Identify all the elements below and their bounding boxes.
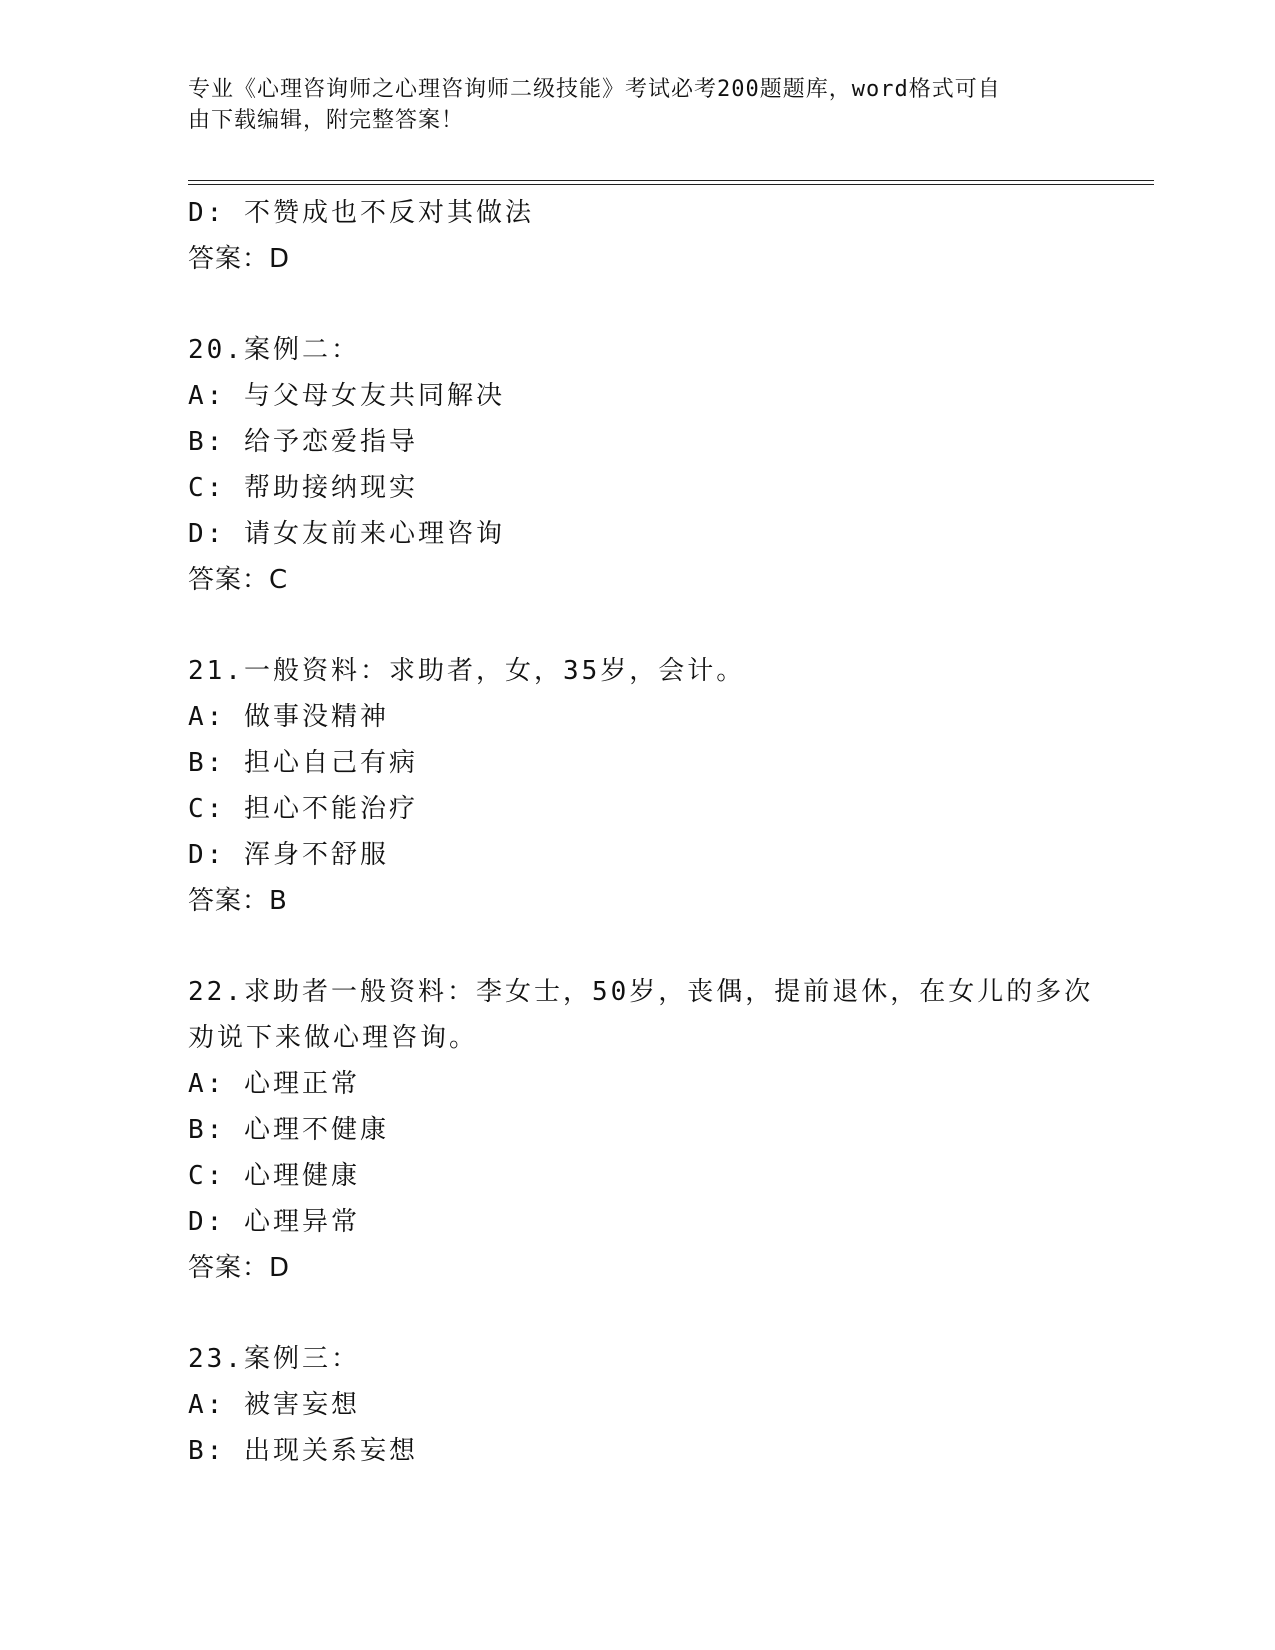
document-header [188,74,1068,136]
option-c: C: 担心不能治疗 [188,794,418,824]
answer: 答案：D [188,1253,291,1283]
option-b: B: 出现关系妄想 [188,1436,418,1466]
header-line-1: 专业《心理咨询师之心理咨询师二级技能》考试必考200题题库，word格式可自 [188,77,1001,102]
question-list [188,190,1108,1474]
answer: 答案：D [188,244,291,274]
option-a: A: 做事没精神 [188,702,389,732]
header-line-2: 由下载编辑，附完整答案！ [188,108,465,133]
question-stem-line-1: 22.求助者一般资料：李女士，50岁，丧偶，提前退休，在女儿的多次 [188,977,1094,1007]
option-a: A: 心理正常 [188,1069,360,1099]
option-b: B: 担心自己有病 [188,748,418,778]
question-stem: 21.一般资料：求助者，女，35岁，会计。 [188,656,746,686]
option-c: C: 帮助接纳现实 [188,473,418,503]
option-d: D: 请女友前来心理咨询 [188,519,505,549]
option-d: D: 心理异常 [188,1207,360,1237]
question-stem: 23.案例三： [188,1344,360,1374]
option-c: C: 心理健康 [188,1161,360,1191]
answer: 答案：B [188,886,288,916]
option-a: A: 与父母女友共同解决 [188,381,505,411]
header-divider [188,180,1154,185]
option-d: D: 不赞成也不反对其做法 [188,198,534,228]
question-stem-line-2: 劝说下来做心理咨询。 [188,1023,479,1053]
option-b: B: 给予恋爱指导 [188,427,418,457]
option-d: D: 浑身不舒服 [188,840,389,870]
answer: 答案：C [188,565,289,595]
question-stem: 20.案例二： [188,335,360,365]
option-b: B: 心理不健康 [188,1115,389,1145]
option-a: A: 被害妄想 [188,1390,360,1420]
